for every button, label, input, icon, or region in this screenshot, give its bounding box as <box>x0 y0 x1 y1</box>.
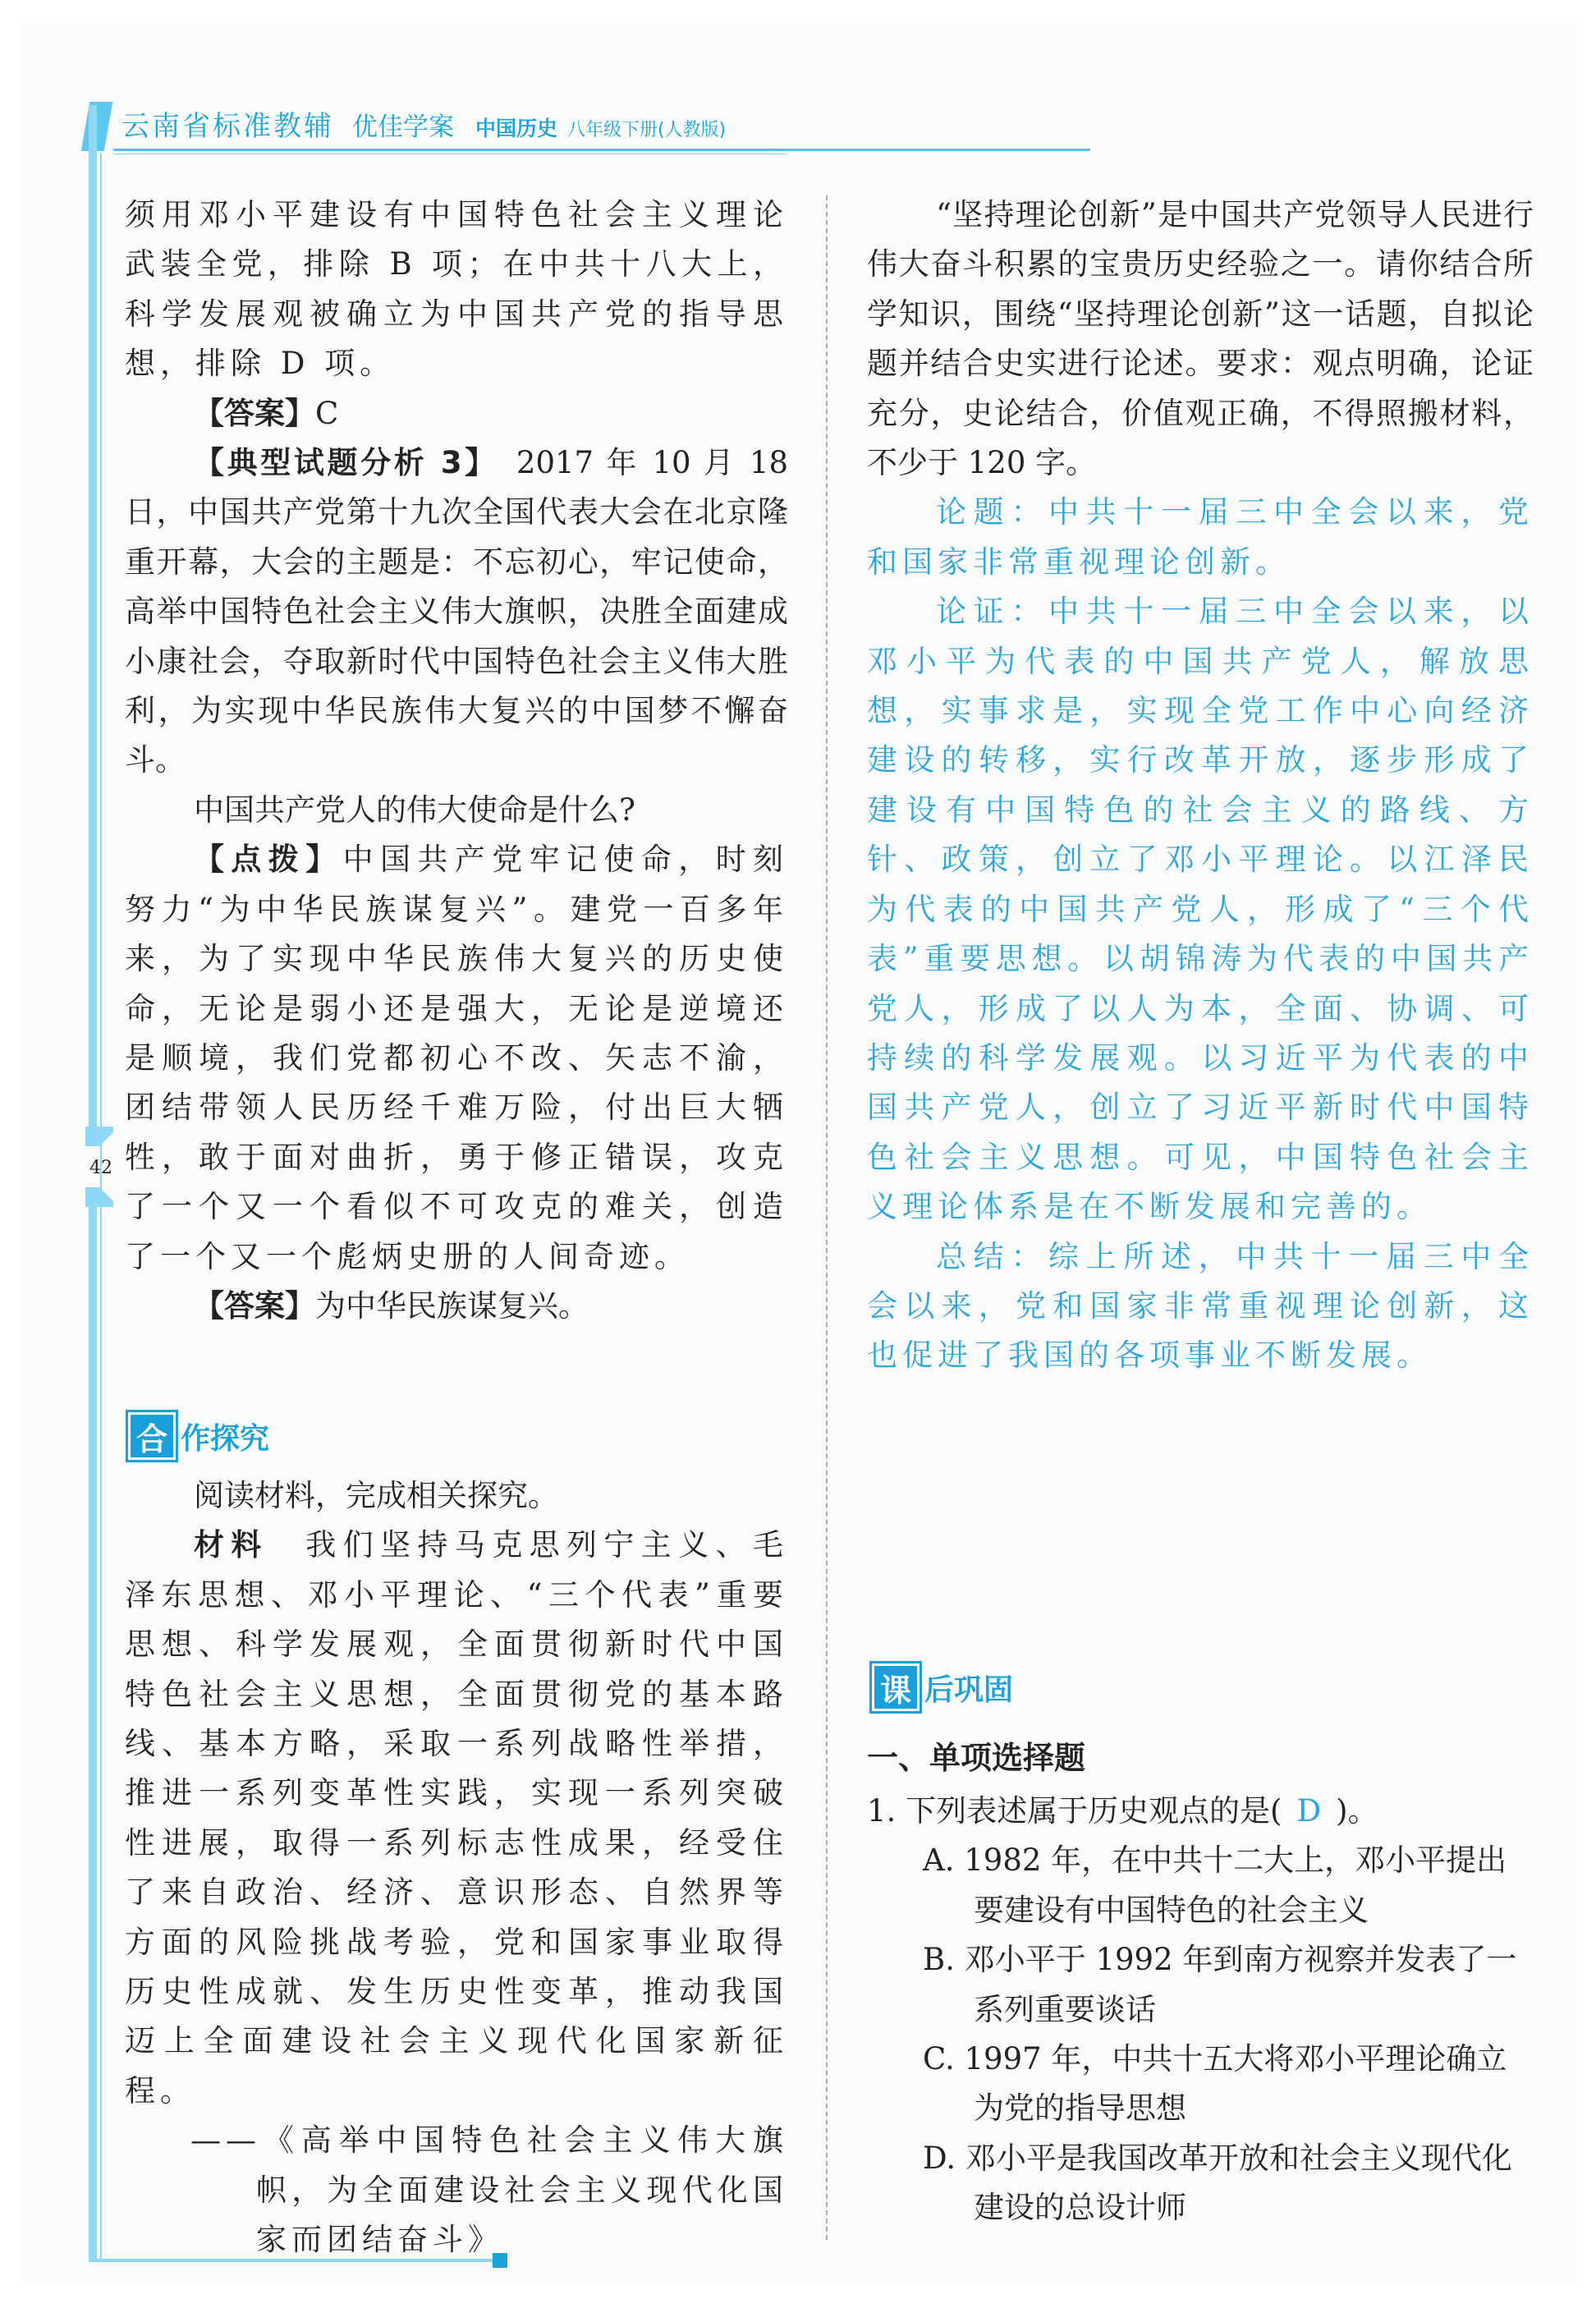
material-source: ——《高举中国特色社会主义伟大旗帜，为全面建设社会主义现代化国家而团结奋斗》 <box>190 2122 788 2258</box>
left-column <box>125 190 788 1331</box>
inquiry-block <box>125 1471 788 2265</box>
section-cooperative-inquiry <box>128 1412 269 1460</box>
question-section-title: 一、单项选择题 <box>867 1740 1086 1776</box>
header-grade: 八年级下册(人教版) <box>567 120 727 140</box>
answer-label: 【答案】 <box>194 1287 315 1324</box>
option-d: D. 邓小平是我国改革开放和社会主义现代化建设的总设计师 <box>923 2140 1512 2226</box>
section-title: 后巩固 <box>924 1673 1014 1707</box>
example-3-text: 2017 年 10 月 18 日，中国共产党第十九次全国代表大会在北京隆重开幕，大会的主题是：不忘初心，牢记使命，高举中国特色社会主义伟大旗帜，决胜全面建成小康社会，夺取新时代中国特色社会主义伟大胜利，为实现中华民族伟大复兴的中国梦不懈奋斗。 <box>125 445 788 778</box>
header-subject: 中国历史 <box>475 117 558 140</box>
continued-analysis: 须用邓小平建设有中国特色社会主义理论武装全党，排除 B 项；在中共十八大上，科学发展观被确立为中国共产党的指导思想，排除 D 项。 <box>125 197 788 382</box>
example-3-label: 【典型试题分析 3】 <box>194 445 484 481</box>
option-a: A. 1982 年，在中共十二大上，邓小平提出要建设有中国特色的社会主义 <box>923 1842 1507 1928</box>
material-paragraph <box>125 1521 788 2116</box>
example-3 <box>125 438 788 786</box>
essay-summary: 总结：综上所述，中共十一届三中全会以来，党和国家非常重视理论创新，这也促进了我国的各项事业不断发展。 <box>867 1238 1534 1374</box>
tip-paragraph <box>125 835 788 1282</box>
question-1-stem-end: )。 <box>1336 1793 1378 1829</box>
margin-bar-bottom <box>89 1207 97 2262</box>
page-number: 42 <box>89 1158 112 1178</box>
answer-label: 【答案】 <box>194 395 315 431</box>
material-label: 材料 <box>194 1527 268 1563</box>
section-title: 作探究 <box>181 1421 270 1456</box>
answer-2 <box>125 1282 788 1331</box>
answer-value: C <box>315 395 339 431</box>
question-1 <box>867 1787 1534 2233</box>
page-header <box>122 103 726 149</box>
margin-bar-top <box>89 105 97 1131</box>
header-brand: 云南省标准教辅 <box>122 110 334 143</box>
tip-label: 【点拨】 <box>194 842 343 878</box>
option-c: C. 1997 年，中共十五大将邓小平理论确立为党的指导思想 <box>923 2041 1507 2127</box>
inquiry-intro: 阅读材料，完成相关探究。 <box>194 1478 558 1513</box>
example-3-question: 中国共产党人的伟大使命是什么? <box>194 792 635 828</box>
essay-prompt: “坚持理论创新”是中国共产党领导人民进行伟大奋斗积累的宝贵历史经验之一。请你结合所学知识，围绕“坚持理论创新”这一话题，自拟论题并结合史实进行论述。要求：观点明确，论证充分，史论结合，价值观正确，不得照搬材料，不少于 120 字。 <box>867 197 1534 481</box>
question-1-stem <box>867 1787 1534 1836</box>
answer-1 <box>125 389 788 438</box>
question-1-stem-text: 1. 下列表述属于历史观点的是( <box>867 1793 1282 1829</box>
header-rule <box>113 149 1090 151</box>
section-box-char: 课 <box>872 1663 920 1711</box>
question-1-answer: D <box>1296 1793 1322 1829</box>
essay-thesis: 论题：中共十一届三中全会以来，党和国家非常重视理论创新。 <box>867 494 1534 580</box>
material-text: 我们坚持马克思列宁主义、毛泽东思想、邓小平理论、“三个代表”重要思想、科学发展观，全面贯彻新时代中国特色社会主义思想，全面贯彻党的基本路线、基本方略，采取一系列战略性举措，推进一系列变革性实践，实现一系列突破性进展，取得一系列标志性成果，经受住了来自政治、经济、意识形态、自然界等方面的风险挑战考验，党和国家事业取得历史性成就、发生历史性变革，推动我国迈上全面建设社会主义现代化国家新征程。 <box>125 1527 789 2109</box>
header-series: 优佳学案 <box>352 112 454 142</box>
answer-value: 为中华民族谋复兴。 <box>315 1287 589 1324</box>
section-box-char: 合 <box>128 1412 176 1460</box>
essay-argument: 论证：中共十一届三中全会以来，以邓小平为代表的中国共产党人，解放思想，实事求是，实现全党工作中心向经济建设的转移，实行改革开放，逐步形成了建设有中国特色的社会主义的路线、方针、政策，创立了邓小平理论。以江泽民为代表的中国共产党人，形成了“三个代表”重要思想。以胡锦涛为代表的中国共产党人，形成了以人为本，全面、协调、可持续的科学发展观。以习近平为代表的中国共产党人，创立了习近平新时代中国特色社会主义思想。可见，中国特色社会主义理论体系是在不断发展和完善的。 <box>867 594 1534 1225</box>
column-divider <box>826 195 828 2240</box>
option-b: B. 邓小平于 1992 年到南方视察并发表了一系列重要谈话 <box>923 1942 1517 2027</box>
tip-text: 中国共产党牢记使命，时刻努力“为中华民族谋复兴”。建党一百多年来，为了实现中华民族伟大复兴的历史使命，无论是弱小还是强大，无论是逆境还是顺境，我们党都初心不改、矢志不渝，团结带领人民历经千难万险，付出巨大牺牲，敢于面对曲折，勇于修正错误，攻克了一个又一个看似不可攻克的难关，创造了一个又一个彪炳史册的人间奇迹。 <box>125 842 789 1274</box>
right-column <box>867 190 1534 1381</box>
section-after-class-review <box>872 1663 1013 1711</box>
